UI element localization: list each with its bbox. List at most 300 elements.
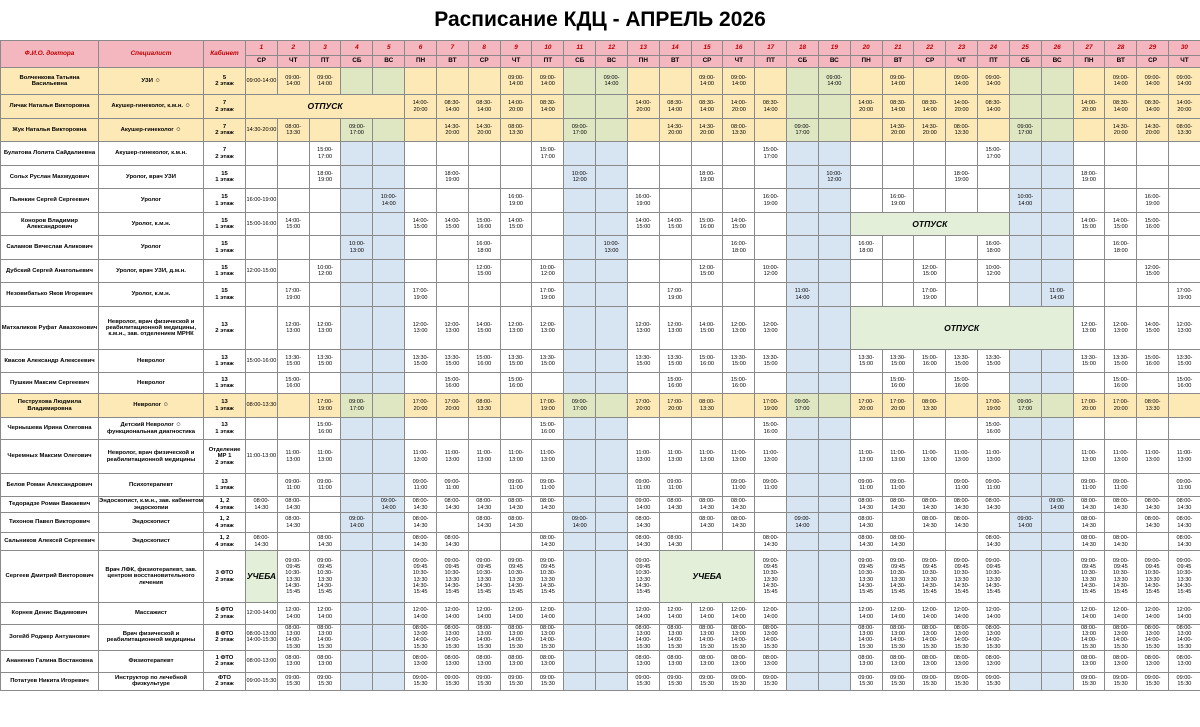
schedule-cell: 09:00- 15:30 <box>1137 672 1169 690</box>
schedule-cell <box>309 213 341 236</box>
schedule-cell <box>627 373 659 394</box>
schedule-cell: 11:00- 13:00 <box>436 440 468 474</box>
schedule-cell: 09:00- 09:45 10:30- 13:30 14:30- 15:45 <box>277 551 309 603</box>
day-number: 5 <box>373 41 405 56</box>
schedule-cell: 09:00- 15:30 <box>277 672 309 690</box>
schedule-cell: 08:00- 13:00 <box>755 650 787 672</box>
day-number: 17 <box>755 41 787 56</box>
schedule-cell <box>405 189 437 213</box>
doctor-row <box>1 603 1200 625</box>
schedule-cell: 11:00- 13:00 <box>914 440 946 474</box>
schedule-cell <box>564 551 596 603</box>
schedule-cell <box>309 236 341 260</box>
schedule-cell: 09:00- 14:00 <box>596 68 628 95</box>
schedule-cell: 15:00- 16:00 <box>755 418 787 440</box>
schedule-cell: 08:00- 13:00 <box>1105 650 1137 672</box>
schedule-cell: 08:00- 13:00 <box>914 650 946 672</box>
doctor-name: Потатуев Никита Игоревич <box>1 672 99 690</box>
schedule-cell <box>1137 373 1169 394</box>
doctor-room: 3 ФТО 2 этаж <box>204 551 246 603</box>
schedule-cell: 13:30- 15:00 <box>309 350 341 373</box>
schedule-cell: 08:00- 13:00 14:00- 15:30 <box>468 625 500 651</box>
schedule-cell: 09:00- 11:00 <box>309 474 341 497</box>
doctor-room: 13 1 этаж <box>204 418 246 440</box>
schedule-cell <box>373 213 405 236</box>
schedule-cell <box>1041 474 1073 497</box>
schedule-cell <box>532 213 564 236</box>
schedule-cell: 08:00- 14:30 <box>309 533 341 551</box>
doctor-name: Тедорадзе Роман Важаевич <box>1 497 99 513</box>
schedule-cell <box>1041 418 1073 440</box>
schedule-cell: 15:00- 16:00 <box>532 418 564 440</box>
schedule-cell: 09:00- 15:30 <box>1105 672 1137 690</box>
schedule-cell: 11:00- 13:00 <box>850 440 882 474</box>
schedule-cell <box>882 166 914 189</box>
day-number: 28 <box>1105 41 1137 56</box>
schedule-cell: 13:30- 15:00 <box>946 350 978 373</box>
schedule-cell: 08:00- 14:30 <box>1073 533 1105 551</box>
schedule-cell: 08:00- 13:00 14:00- 15:30 <box>755 625 787 651</box>
schedule-cell: 10:00- 12:00 <box>532 260 564 283</box>
schedule-cell <box>818 672 850 690</box>
doctor-name: Ананенко Галина Востановна <box>1 650 99 672</box>
schedule-cell <box>436 142 468 166</box>
day-number: 4 <box>341 41 373 56</box>
schedule-cell: 17:00- 20:00 <box>627 394 659 418</box>
schedule-cell <box>1009 236 1041 260</box>
schedule-cell: 08:00- 14:30 <box>1137 513 1169 533</box>
schedule-cell <box>468 533 500 551</box>
schedule-cell <box>946 236 978 260</box>
doctor-room: 15 1 этаж <box>204 236 246 260</box>
schedule-cell <box>1105 283 1137 307</box>
schedule-cell: 15:00-16:00 <box>246 350 278 373</box>
schedule-cell <box>818 283 850 307</box>
schedule-cell: 14:00- 20:00 <box>1073 95 1105 119</box>
schedule-cell <box>277 418 309 440</box>
doctor-room: 13 2 этаж <box>204 307 246 350</box>
schedule-cell: 12:00- 15:00 <box>914 260 946 283</box>
schedule-cell <box>787 307 819 350</box>
day-number: 10 <box>532 41 564 56</box>
schedule-cell: 08:00- 13:30 <box>1169 119 1200 142</box>
absence-vacation: ОТПУСК <box>850 307 1073 350</box>
schedule-cell <box>436 283 468 307</box>
schedule-cell <box>373 440 405 474</box>
weekday-label: СБ <box>341 56 373 68</box>
schedule-cell: 13:30- 15:00 <box>1105 350 1137 373</box>
schedule-cell: 11:00- 13:00 <box>755 440 787 474</box>
day-number: 22 <box>914 41 946 56</box>
weekday-label: СР <box>246 56 278 68</box>
schedule-cell: 13:30- 15:00 <box>850 350 882 373</box>
schedule-cell: 09:00- 09:45 10:30- 13:30 14:30- 15:45 <box>1169 551 1200 603</box>
schedule-cell <box>1137 236 1169 260</box>
schedule-cell: 09:00- 09:45 10:30- 13:30 14:30- 15:45 <box>436 551 468 603</box>
schedule-cell <box>596 513 628 533</box>
schedule-cell <box>1009 474 1041 497</box>
absence-vacation: ОТПУСК <box>850 213 1009 236</box>
schedule-cell <box>818 236 850 260</box>
schedule-cell <box>787 551 819 603</box>
schedule-cell <box>1009 283 1041 307</box>
schedule-cell: 17:00- 20:00 <box>659 394 691 418</box>
schedule-cell: 12:00- 14:00 <box>532 603 564 625</box>
schedule-cell <box>787 142 819 166</box>
doctor-row <box>1 68 1200 95</box>
day-number: 8 <box>468 41 500 56</box>
schedule-cell <box>1073 418 1105 440</box>
schedule-cell <box>341 350 373 373</box>
schedule-cell: 08:00- 13:00 14:00- 15:30 <box>500 625 532 651</box>
schedule-cell: 09:00- 15:30 <box>914 672 946 690</box>
doctor-name: Белов Роман Александрович <box>1 474 99 497</box>
doctor-specialty: Психотерапевт <box>99 474 204 497</box>
schedule-cell: 08:00- 13:00 <box>946 650 978 672</box>
weekday-label: ПН <box>1073 56 1105 68</box>
schedule-cell <box>1041 189 1073 213</box>
schedule-cell <box>341 551 373 603</box>
schedule-cell <box>564 213 596 236</box>
schedule-cell: 12:00- 13:00 <box>436 307 468 350</box>
schedule-cell: 09:00- 15:30 <box>468 672 500 690</box>
schedule-cell: 11:00- 13:00 <box>309 440 341 474</box>
schedule-cell: 08:00- 14:30 <box>627 533 659 551</box>
schedule-cell <box>246 474 278 497</box>
doctor-specialty: Акушер-гинеколог, к.м.н. <box>99 142 204 166</box>
schedule-cell <box>373 418 405 440</box>
schedule-cell: 12:00- 15:00 <box>691 260 723 283</box>
schedule-cell <box>627 119 659 142</box>
schedule-cell <box>373 625 405 651</box>
weekday-label: ВС <box>596 56 628 68</box>
schedule-cell: 08:00- 13:00 <box>1169 650 1200 672</box>
schedule-cell <box>850 166 882 189</box>
day-number: 11 <box>564 41 596 56</box>
schedule-cell: 08:00- 13:00 14:00- 15:30 <box>277 625 309 651</box>
schedule-cell <box>1041 213 1073 236</box>
schedule-cell: 12:00- 14:00 <box>1073 603 1105 625</box>
schedule-cell <box>691 189 723 213</box>
schedule-cell: 09:00-14:00 <box>246 68 278 95</box>
schedule-cell <box>596 650 628 672</box>
schedule-cell <box>659 513 691 533</box>
doctor-row <box>1 350 1200 373</box>
schedule-cell <box>341 373 373 394</box>
schedule-cell: 15:00- 16:00 <box>468 350 500 373</box>
schedule-cell: 09:00- 09:45 10:30- 13:30 14:30- 15:45 <box>405 551 437 603</box>
schedule-cell <box>1105 513 1137 533</box>
schedule-cell <box>787 650 819 672</box>
schedule-cell <box>755 513 787 533</box>
doctor-name: Черемных Максим Олегович <box>1 440 99 474</box>
schedule-cell: 08:00- 13:00 14:00- 15:30 <box>946 625 978 651</box>
schedule-cell <box>691 283 723 307</box>
weekday-label: ЧТ <box>723 56 755 68</box>
schedule-cell: 08:00- 14:30 <box>468 513 500 533</box>
schedule-cell <box>1137 474 1169 497</box>
doctor-row <box>1 672 1200 690</box>
schedule-cell: 15:00- 16:00 <box>691 213 723 236</box>
col-header-specialist: Специалист <box>99 41 204 68</box>
schedule-cell: 08:00- 14:30 <box>850 497 882 513</box>
weekday-label: ПТ <box>978 56 1010 68</box>
schedule-cell: 14:30- 20:00 <box>1105 119 1137 142</box>
schedule-cell <box>1073 189 1105 213</box>
schedule-cell: 14:00- 15:00 <box>1137 307 1169 350</box>
schedule-cell <box>723 189 755 213</box>
schedule-cell <box>1009 672 1041 690</box>
schedule-cell: 09:00- 14:00 <box>341 513 373 533</box>
schedule-cell: 11:00- 13:00 <box>882 440 914 474</box>
schedule-cell: 08:00- 13:30 <box>914 394 946 418</box>
schedule-cell: 08:00- 14:30 <box>277 513 309 533</box>
schedule-cell <box>818 189 850 213</box>
schedule-cell: 10:00- 12:00 <box>818 166 850 189</box>
schedule-cell: 16:00- 19:00 <box>882 189 914 213</box>
schedule-cell: 17:00- 20:00 <box>1105 394 1137 418</box>
schedule-cell <box>1073 236 1105 260</box>
schedule-cell: 09:00- 17:00 <box>787 119 819 142</box>
schedule-cell: 08:30- 14:00 <box>914 95 946 119</box>
schedule-cell: 15:00- 16:00 <box>277 373 309 394</box>
schedule-cell: 08:30- 14:00 <box>1105 95 1137 119</box>
doctor-specialty: Уролог <box>99 189 204 213</box>
schedule-cell: 17:00- 19:00 <box>978 394 1010 418</box>
schedule-cell: 16:00-19:00 <box>246 189 278 213</box>
schedule-cell: 08:00-13:30 <box>246 394 278 418</box>
schedule-cell <box>1009 142 1041 166</box>
schedule-cell: 14:00- 15:00 <box>659 213 691 236</box>
schedule-cell <box>532 373 564 394</box>
schedule-cell: 16:00- 19:00 <box>1137 189 1169 213</box>
weekday-label: ПТ <box>532 56 564 68</box>
schedule-table <box>0 40 1200 691</box>
schedule-cell: 09:00- 09:45 10:30- 13:30 14:30- 15:45 <box>468 551 500 603</box>
schedule-cell <box>787 418 819 440</box>
schedule-cell: 13:30- 15:00 <box>882 350 914 373</box>
schedule-cell: 09:00- 09:45 10:30- 13:30 14:30- 15:45 <box>914 551 946 603</box>
schedule-cell: 15:00- 16:00 <box>914 350 946 373</box>
schedule-cell: 09:00- 14:00 <box>532 68 564 95</box>
schedule-cell: 08:00- 13:30 <box>946 119 978 142</box>
doctor-room: 7 2 этаж <box>204 142 246 166</box>
schedule-cell <box>596 440 628 474</box>
schedule-cell: 12:00-14:00 <box>246 603 278 625</box>
weekday-label: ЧТ <box>277 56 309 68</box>
schedule-cell <box>755 236 787 260</box>
schedule-cell <box>850 260 882 283</box>
col-header-name: Ф.И.О. доктора <box>1 41 99 68</box>
schedule-cell <box>596 189 628 213</box>
schedule-cell: 14:30- 20:00 <box>468 119 500 142</box>
schedule-cell: 08:00- 13:00 <box>723 650 755 672</box>
schedule-cell <box>341 497 373 513</box>
doctor-row <box>1 394 1200 418</box>
schedule-cell: 12:00- 14:00 <box>468 603 500 625</box>
schedule-cell <box>1009 625 1041 651</box>
schedule-cell: 08:30- 14:00 <box>691 95 723 119</box>
schedule-cell <box>1009 68 1041 95</box>
doctor-row <box>1 373 1200 394</box>
doctor-specialty: Невролог ☺ <box>99 394 204 418</box>
schedule-cell: 14:00- 15:00 <box>468 307 500 350</box>
schedule-cell <box>341 142 373 166</box>
schedule-cell: 12:00- 13:00 <box>277 307 309 350</box>
schedule-cell: 09:00- 11:00 <box>436 474 468 497</box>
schedule-cell <box>914 236 946 260</box>
schedule-cell: 15:00- 16:00 <box>1105 373 1137 394</box>
schedule-cell <box>373 533 405 551</box>
schedule-cell <box>1009 418 1041 440</box>
schedule-cell <box>850 189 882 213</box>
schedule-cell <box>1009 350 1041 373</box>
schedule-cell <box>564 142 596 166</box>
schedule-cell: 13:30- 15:00 <box>755 350 787 373</box>
schedule-cell: 17:00- 19:00 <box>914 283 946 307</box>
schedule-cell: 08:00- 13:00 <box>405 650 437 672</box>
schedule-cell <box>596 497 628 513</box>
schedule-cell <box>1073 142 1105 166</box>
doctor-room: 5 ФТО 2 этаж <box>204 603 246 625</box>
schedule-cell: 08:00- 13:00 <box>532 650 564 672</box>
schedule-cell: 14:30- 20:00 <box>691 119 723 142</box>
schedule-cell: 17:00- 19:00 <box>532 283 564 307</box>
col-header-room: Кабинет <box>204 41 246 68</box>
schedule-cell <box>596 260 628 283</box>
schedule-cell: 12:00- 14:00 <box>946 603 978 625</box>
schedule-cell <box>723 142 755 166</box>
schedule-cell: 08:00- 14:30 <box>691 497 723 513</box>
schedule-cell <box>277 189 309 213</box>
schedule-cell <box>691 418 723 440</box>
schedule-cell <box>373 474 405 497</box>
schedule-cell <box>787 68 819 95</box>
schedule-cell: 12:00- 13:00 <box>659 307 691 350</box>
schedule-cell: 09:00- 14:00 <box>277 68 309 95</box>
day-number: 13 <box>627 41 659 56</box>
schedule-cell: 09:00- 15:30 <box>978 672 1010 690</box>
schedule-cell <box>818 603 850 625</box>
schedule-cell: 09:00- 15:30 <box>405 672 437 690</box>
doctor-row <box>1 189 1200 213</box>
schedule-cell: 16:00- 18:00 <box>850 236 882 260</box>
schedule-cell <box>564 440 596 474</box>
weekday-label: ВТ <box>436 56 468 68</box>
schedule-cell: 08:00- 13:00 14:00- 15:30 <box>405 625 437 651</box>
schedule-cell <box>755 213 787 236</box>
weekday-label: ВС <box>818 56 850 68</box>
schedule-cell: 15:00- 16:00 <box>882 373 914 394</box>
schedule-cell: 08:00- 14:30 <box>277 497 309 513</box>
schedule-cell: 09:00- 11:00 <box>659 474 691 497</box>
schedule-cell <box>850 373 882 394</box>
schedule-cell: 08:00- 13:00 <box>882 650 914 672</box>
weekday-label: ПТ <box>309 56 341 68</box>
schedule-cell: 17:00- 20:00 <box>1073 394 1105 418</box>
schedule-cell <box>405 68 437 95</box>
schedule-cell <box>373 119 405 142</box>
schedule-cell: 12:00- 14:00 <box>627 603 659 625</box>
schedule-cell <box>373 373 405 394</box>
schedule-cell <box>818 307 850 350</box>
schedule-cell <box>1041 373 1073 394</box>
schedule-cell: 11:00- 13:00 <box>1073 440 1105 474</box>
schedule-cell <box>468 189 500 213</box>
schedule-cell <box>1009 497 1041 513</box>
doctor-name: Квасов Александр Алексеевич <box>1 350 99 373</box>
doctor-row <box>1 119 1200 142</box>
schedule-cell: 09:00- 11:00 <box>882 474 914 497</box>
schedule-cell <box>787 474 819 497</box>
schedule-cell <box>341 260 373 283</box>
schedule-cell <box>532 119 564 142</box>
schedule-cell <box>787 95 819 119</box>
schedule-cell <box>564 373 596 394</box>
schedule-cell <box>341 440 373 474</box>
schedule-cell: 08:00- 13:30 <box>723 119 755 142</box>
doctor-row <box>1 213 1200 236</box>
schedule-cell: 16:00- 18:00 <box>723 236 755 260</box>
schedule-cell: 12:00- 14:00 <box>755 603 787 625</box>
schedule-cell: 09:00- 09:45 10:30- 13:30 14:30- 15:45 <box>627 551 659 603</box>
schedule-cell: 08:00- 13:30 <box>468 394 500 418</box>
schedule-cell <box>946 533 978 551</box>
schedule-cell <box>500 142 532 166</box>
schedule-cell: 08:00- 14:30 <box>1169 513 1200 533</box>
schedule-cell <box>1073 373 1105 394</box>
schedule-cell <box>1041 119 1073 142</box>
schedule-cell: 09:00- 11:00 <box>946 474 978 497</box>
schedule-cell <box>468 68 500 95</box>
schedule-cell <box>755 497 787 513</box>
schedule-cell <box>691 236 723 260</box>
schedule-cell <box>818 373 850 394</box>
schedule-cell: 12:00- 14:00 <box>659 603 691 625</box>
doctor-specialty: Эндоскопист <box>99 513 204 533</box>
schedule-cell: 14:00- 15:00 <box>1105 213 1137 236</box>
schedule-cell <box>277 394 309 418</box>
schedule-cell: 11:00- 13:00 <box>1105 440 1137 474</box>
schedule-cell <box>532 189 564 213</box>
schedule-cell: 14:30-20:00 <box>246 119 278 142</box>
schedule-cell: 08:30- 14:00 <box>436 95 468 119</box>
schedule-cell <box>914 189 946 213</box>
schedule-cell <box>755 68 787 95</box>
schedule-cell <box>564 625 596 651</box>
weekday-label: СР <box>468 56 500 68</box>
schedule-cell <box>1073 68 1105 95</box>
schedule-cell <box>659 166 691 189</box>
schedule-cell: 08:00- 14:30 <box>755 533 787 551</box>
schedule-cell: 09:00- 15:30 <box>723 672 755 690</box>
schedule-cell <box>564 95 596 119</box>
schedule-cell <box>564 307 596 350</box>
schedule-cell <box>564 474 596 497</box>
doctor-row <box>1 625 1200 651</box>
schedule-cell: 08:00- 13:00 14:00- 15:30 <box>691 625 723 651</box>
schedule-cell <box>787 440 819 474</box>
doctor-row <box>1 142 1200 166</box>
doctor-row <box>1 474 1200 497</box>
schedule-cell: 12:00- 14:00 <box>978 603 1010 625</box>
schedule-cell <box>850 283 882 307</box>
doctor-room: 1, 2 4 этаж <box>204 533 246 551</box>
schedule-cell <box>818 533 850 551</box>
schedule-cell: 17:00- 19:00 <box>1169 283 1200 307</box>
schedule-cell <box>596 119 628 142</box>
doctor-room: ФТО 2 этаж <box>204 672 246 690</box>
